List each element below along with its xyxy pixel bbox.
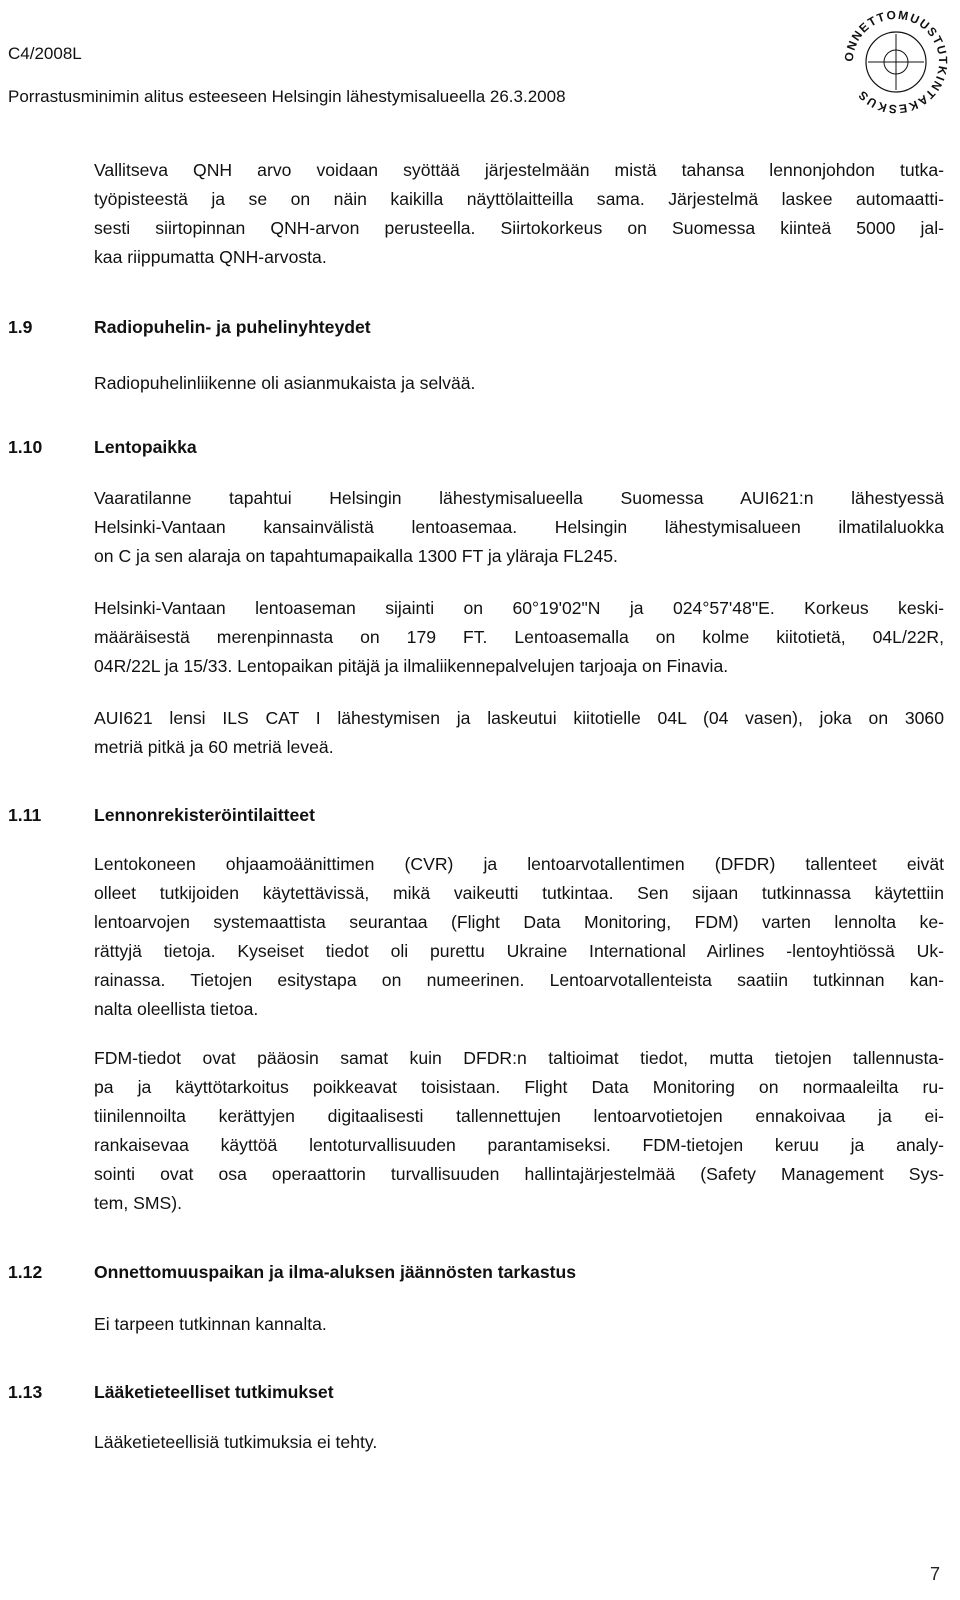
section-title: Lääketieteelliset tutkimukset bbox=[94, 1382, 334, 1402]
paragraph-recorders-2 bbox=[94, 1044, 944, 1218]
text-line: tiinilennoilta kerättyjen digitaalisesti tallennettujen lentoarvotietojen ennakoivaa ja ei- bbox=[94, 1106, 944, 1126]
text-line: FDM-tiedot ovat pääosin samat kuin DFDR:n taltioimat tiedot, mutta tietojen tallennusta- bbox=[94, 1048, 944, 1068]
text-line: työpisteestä ja se on näin kaikilla näyttölaitteilla sama. Järjestelmä laskee automaatti- bbox=[94, 189, 944, 209]
text-line: määräisestä merenpinnasta on 179 FT. Lentoasemalla on kolme kiitotietä, 04L/22R, bbox=[94, 627, 944, 647]
text-line: sesti siirtopinnan QNH-arvon perusteella. Siirtokorkeus on Suomessa kiinteä 5000 jal- bbox=[94, 218, 944, 238]
text-line: Radiopuhelinliikenne oli asianmukaista ja selvää. bbox=[94, 373, 476, 393]
paragraph-airport-2 bbox=[94, 594, 944, 681]
text-line: kaa riippumatta QNH-arvosta. bbox=[94, 247, 327, 267]
section-title: Lennonrekisteröintilaitteet bbox=[94, 805, 315, 825]
text-line: rankaisevaa käyttöä lentoturvallisuuden parantamiseksi. FDM-tietojen keruu ja analy- bbox=[94, 1135, 944, 1155]
text-line: Lääketieteellisiä tutkimuksia ei tehty. bbox=[94, 1432, 378, 1452]
text-line: olleet tutkijoiden käytettävissä, mikä vaikeutti tutkintaa. Sen sijaan tutkinnassa käytettiin bbox=[94, 883, 944, 903]
paragraph-site-inspection bbox=[94, 1310, 944, 1339]
text-line: Helsinki-Vantaan kansainvälistä lentoasemaa. Helsingin lähestymisalueen ilmatilaluokka bbox=[94, 517, 944, 537]
section-title: Lentopaikka bbox=[94, 437, 197, 457]
section-title: Onnettomuuspaikan ja ilma-aluksen jäännösten tarkastus bbox=[94, 1262, 577, 1282]
text-line: rättyjä tietoja. Kyseiset tiedot oli purettu Ukraine International Airlines -lentoyhtiössä Uk- bbox=[94, 941, 944, 961]
text-line: pa ja käyttötarkoitus poikkeavat toisistaan. Flight Data Monitoring on normaaleilta ru- bbox=[94, 1077, 944, 1097]
text-line: Ei tarpeen tutkinnan kannalta. bbox=[94, 1314, 327, 1334]
section-number: 1.13 bbox=[8, 1382, 43, 1402]
investigation-centre-logo bbox=[836, 2, 956, 122]
paragraph-airport-1 bbox=[94, 484, 944, 571]
section-number: 1.9 bbox=[8, 317, 33, 337]
text-line: rainassa. Tietojen esitystapa on numeerinen. Lentoarvotallenteista saatiin tutkinnan kan- bbox=[94, 970, 944, 990]
text-line: Vaaratilanne tapahtui Helsingin lähestymisalueella Suomessa AUI621:n lähestyessä bbox=[94, 488, 944, 508]
document-subtitle: Porrastusminimin alitus esteeseen Helsingin lähestymisalueella 26.3.2008 bbox=[8, 87, 566, 106]
text-line: lentoarvojen systemaattista seurantaa (Flight Data Monitoring, FDM) varten lennolta ke- bbox=[94, 912, 944, 932]
section-number: 1.10 bbox=[8, 437, 43, 457]
text-line: tem, SMS). bbox=[94, 1193, 182, 1213]
paragraph-radio bbox=[94, 369, 944, 398]
page-number: 7 bbox=[930, 1564, 941, 1584]
paragraph-recorders-1 bbox=[94, 850, 944, 1024]
svg-text:ONNETTOMUUSTUTKINTAKESKUS: ONNETTOMUUSTUTKINTAKESKUS bbox=[841, 7, 951, 117]
text-line: Lentokoneen ohjaamoäänittimen (CVR) ja lentoarvotallentimen (DFDR) tallenteet eivät bbox=[94, 854, 944, 874]
text-line: sointi ovat osa operaattorin turvallisuuden hallintajärjestelmää (Safety Management Sys- bbox=[94, 1164, 944, 1184]
section-number: 1.11 bbox=[8, 805, 42, 825]
section-title: Radiopuhelin- ja puhelinyhteydet bbox=[94, 317, 371, 337]
text-line: 04R/22L ja 15/33. Lentopaikan pitäjä ja ilmaliikennepalvelujen tarjoaja on Finavia. bbox=[94, 656, 729, 676]
text-line: Vallitseva QNH arvo voidaan syöttää järjestelmään mistä tahansa lennonjohdon tutka- bbox=[94, 160, 944, 180]
text-line: on C ja sen alaraja on tapahtumapaikalla 1300 FT ja yläraja FL245. bbox=[94, 546, 618, 566]
text-line: metriä pitkä ja 60 metriä leveä. bbox=[94, 737, 334, 757]
section-number: 1.12 bbox=[8, 1262, 43, 1282]
page-header bbox=[8, 42, 808, 128]
intro-paragraph bbox=[94, 156, 944, 272]
paragraph-airport-3 bbox=[94, 704, 944, 762]
logo-seal-icon bbox=[836, 2, 956, 122]
text-line: AUI621 lensi ILS CAT I lähestymisen ja laskeutui kiitotielle 04L (04 vasen), joka on 3060 bbox=[94, 708, 944, 728]
text-line: nalta oleellista tietoa. bbox=[94, 999, 259, 1019]
paragraph-medical bbox=[94, 1428, 944, 1457]
document-code: C4/2008L bbox=[8, 44, 82, 63]
text-line: Helsinki-Vantaan lentoaseman sijainti on 60°19'02"N ja 024°57'48"E. Korkeus keski- bbox=[94, 598, 944, 618]
